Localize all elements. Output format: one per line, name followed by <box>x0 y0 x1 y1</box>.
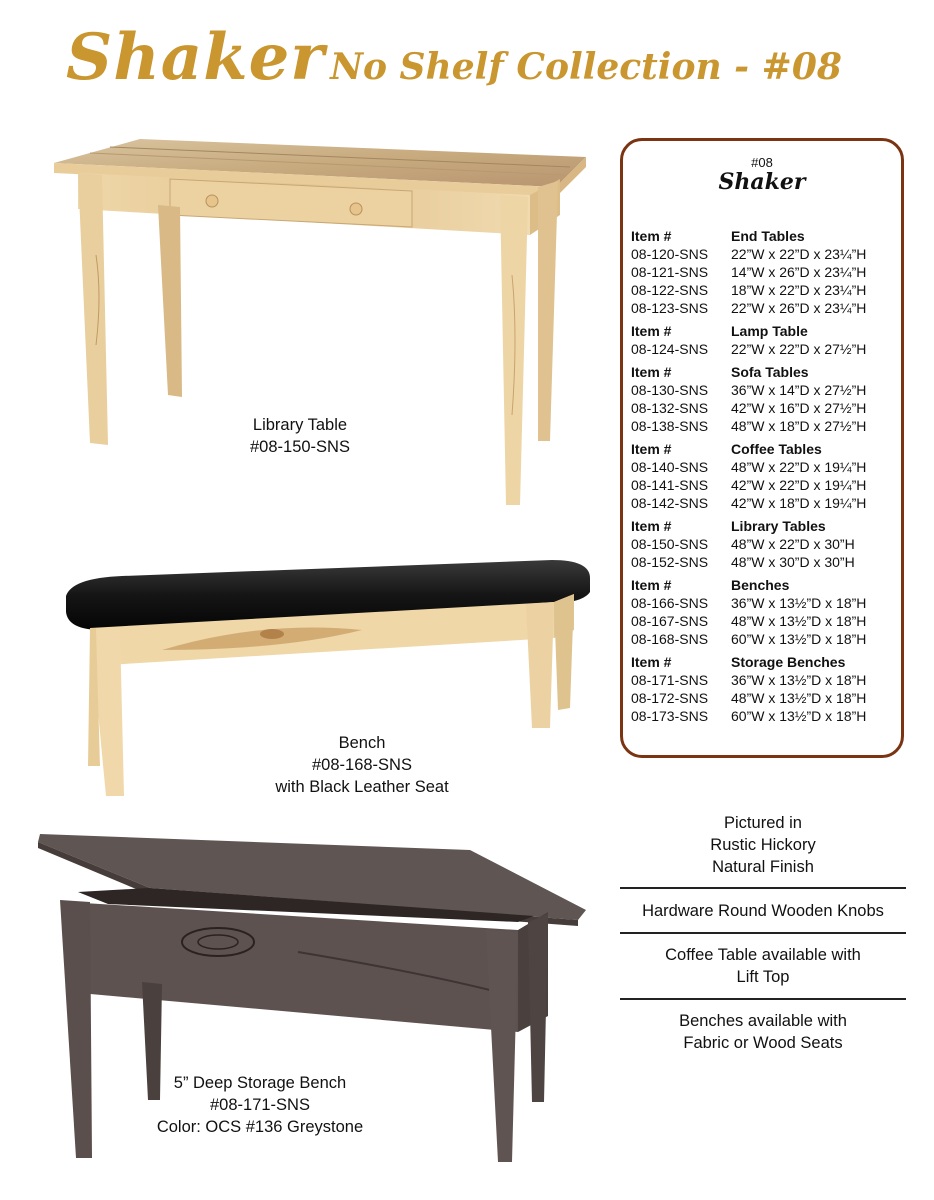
item-label: Item # <box>631 441 672 457</box>
spec-row <box>631 630 903 648</box>
item-number: 08-142-SNS <box>631 495 709 511</box>
caption-line: #08-168-SNS <box>312 756 412 774</box>
info-line: Pictured in <box>724 814 802 832</box>
item-label: Item # <box>631 364 672 380</box>
spec-row <box>631 340 903 358</box>
spec-row <box>631 281 903 299</box>
caption-line: Bench <box>338 734 386 752</box>
category-label: End Tables <box>731 228 805 244</box>
item-size: 36”W x 13½”D x 18”H <box>731 672 867 688</box>
title-main: Shaker <box>66 20 325 95</box>
spec-row <box>631 263 903 281</box>
library-table-caption <box>200 414 400 458</box>
info-line: Rustic Hickory <box>710 836 816 854</box>
item-number: 08-122-SNS <box>631 282 709 298</box>
title-sub: No Shelf Collection - #08 <box>330 46 842 88</box>
item-number: 08-121-SNS <box>631 264 709 280</box>
info-line: Fabric or Wood Seats <box>683 1034 843 1052</box>
item-size: 22”W x 22”D x 27½”H <box>731 341 867 357</box>
info-line: Benches available with <box>679 1012 847 1030</box>
hardware-info <box>620 900 906 922</box>
info-line: Coffee Table available with <box>665 946 861 964</box>
divider <box>620 887 906 889</box>
caption-line: Color: OCS #136 Greystone <box>156 1118 364 1136</box>
spec-group <box>631 440 903 512</box>
item-size: 22”W x 22”D x 23¼”H <box>731 246 867 262</box>
category-label: Benches <box>731 577 790 593</box>
category-label: Lamp Table <box>731 323 808 339</box>
spec-group-header <box>631 227 903 245</box>
spec-group <box>631 517 903 571</box>
item-number: 08-123-SNS <box>631 300 709 316</box>
coffee-info <box>620 944 906 988</box>
item-size: 48”W x 13½”D x 18”H <box>731 690 867 706</box>
spec-row <box>631 299 903 317</box>
item-number: 08-172-SNS <box>631 690 709 706</box>
item-number: 08-120-SNS <box>631 246 709 262</box>
item-number: 08-173-SNS <box>631 708 709 724</box>
spec-group-header <box>631 363 903 381</box>
caption-line: Library Table <box>252 416 348 434</box>
item-number: 08-141-SNS <box>631 477 709 493</box>
item-number: 08-152-SNS <box>631 554 709 570</box>
item-size: 48”W x 13½”D x 18”H <box>731 613 867 629</box>
info-line: Hardware Round Wooden Knobs <box>642 902 884 920</box>
benches-info <box>620 1010 906 1054</box>
item-number: 08-130-SNS <box>631 382 709 398</box>
category-label: Sofa Tables <box>731 364 809 380</box>
spec-group <box>631 653 903 725</box>
spec-collection-name: Shaker <box>718 169 806 195</box>
item-size: 60”W x 13½”D x 18”H <box>731 708 867 724</box>
info-line: Lift Top <box>736 968 790 986</box>
spec-collection-number: #08 <box>751 155 773 170</box>
item-number: 08-140-SNS <box>631 459 709 475</box>
item-number: 08-171-SNS <box>631 672 709 688</box>
item-size: 42”W x 22”D x 19¼”H <box>731 477 867 493</box>
spec-row <box>631 494 903 512</box>
spec-row <box>631 476 903 494</box>
divider <box>620 998 906 1000</box>
spec-row <box>631 381 903 399</box>
spec-row <box>631 535 903 553</box>
caption-line: 5” Deep Storage Bench <box>173 1074 347 1092</box>
spec-row <box>631 417 903 435</box>
spec-group-header <box>631 440 903 458</box>
item-size: 60”W x 13½”D x 18”H <box>731 631 867 647</box>
item-number: 08-138-SNS <box>631 418 709 434</box>
item-label: Item # <box>631 577 672 593</box>
item-size: 48”W x 22”D x 30”H <box>731 536 855 552</box>
item-size: 48”W x 30”D x 30”H <box>731 554 855 570</box>
item-number: 08-167-SNS <box>631 613 709 629</box>
item-number: 08-166-SNS <box>631 595 709 611</box>
item-size: 22”W x 26”D x 23¼”H <box>731 300 867 316</box>
item-label: Item # <box>631 518 672 534</box>
spec-group <box>631 227 903 317</box>
item-size: 14”W x 26”D x 23¼”H <box>731 264 867 280</box>
item-number: 08-132-SNS <box>631 400 709 416</box>
item-size: 48”W x 22”D x 19¼”H <box>731 459 867 475</box>
caption-line: with Black Leather Seat <box>275 778 449 796</box>
caption-line: #08-171-SNS <box>210 1096 310 1114</box>
spec-row <box>631 245 903 263</box>
spec-row <box>631 671 903 689</box>
item-size: 42”W x 18”D x 19¼”H <box>731 495 867 511</box>
spec-list <box>631 227 903 730</box>
storage-bench-caption <box>130 1072 390 1138</box>
spec-group <box>631 363 903 435</box>
spec-group-header <box>631 517 903 535</box>
spec-row <box>631 689 903 707</box>
spec-group <box>631 576 903 648</box>
item-size: 42”W x 16”D x 27½”H <box>731 400 867 416</box>
item-size: 36”W x 14”D x 27½”H <box>731 382 867 398</box>
item-number: 08-150-SNS <box>631 536 709 552</box>
finish-info <box>620 812 906 878</box>
item-size: 48”W x 18”D x 27½”H <box>731 418 867 434</box>
caption-line: #08-150-SNS <box>250 438 350 456</box>
item-number: 08-124-SNS <box>631 341 709 357</box>
spec-row <box>631 399 903 417</box>
item-size: 36”W x 13½”D x 18”H <box>731 595 867 611</box>
item-label: Item # <box>631 654 672 670</box>
spec-group-header <box>631 653 903 671</box>
item-size: 18”W x 22”D x 23¼”H <box>731 282 867 298</box>
category-label: Storage Benches <box>731 654 846 670</box>
bench-caption <box>222 732 502 798</box>
spec-row <box>631 553 903 571</box>
category-label: Library Tables <box>731 518 826 534</box>
divider <box>620 932 906 934</box>
spec-row <box>631 612 903 630</box>
item-label: Item # <box>631 323 672 339</box>
page-title <box>66 20 906 110</box>
spec-row <box>631 707 903 725</box>
category-label: Coffee Tables <box>731 441 822 457</box>
item-number: 08-168-SNS <box>631 631 709 647</box>
item-label: Item # <box>631 228 672 244</box>
spec-group-header <box>631 322 903 340</box>
spec-group <box>631 322 903 358</box>
spec-group-header <box>631 576 903 594</box>
spec-box <box>620 138 904 758</box>
spec-row <box>631 458 903 476</box>
spec-row <box>631 594 903 612</box>
info-line: Natural Finish <box>712 858 814 876</box>
